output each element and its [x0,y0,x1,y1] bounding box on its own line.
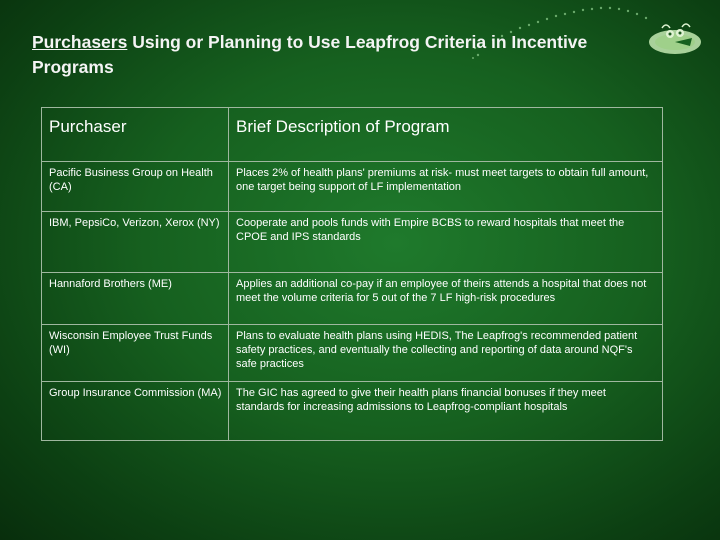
title-underlined-word: Purchasers [32,32,128,52]
title-rest: Using or Planning to Use Leapfrog Criteria in Incentive Programs [32,32,588,77]
table-header-row [42,108,663,162]
leapfrog-lilypad-icon [640,18,710,58]
description-cell: Plans to evaluate health plans using HEDIS, The Leapfrog's recommended patient safety practices, and eventually the collecting and reporting of data around NQF's safe practices [229,325,663,382]
table-row [42,325,663,382]
description-cell: Applies an additional co-pay if an employee of theirs attends a hospital that does not meet the volume criteria for 5 out of the 7 LF high-risk procedures [229,273,663,325]
slide-title [32,30,632,80]
purchaser-cell: Hannaford Brothers (ME) [42,273,229,325]
description-cell: Cooperate and pools funds with Empire BCBS to reward hospitals that meet the CPOE and IPS standards [229,212,663,273]
table-row [42,382,663,441]
purchaser-cell: IBM, PepsiCo, Verizon, Xerox (NY) [42,212,229,273]
description-cell: The GIC has agreed to give their health plans financial bonuses if they meet standards for increasing admissions to Leapfrog-compliant hospitals [229,382,663,441]
table-row [42,212,663,273]
description-cell: Places 2% of health plans' premiums at risk- must meet targets to obtain full amount, one target being support of LF implementation [229,162,663,212]
table-row [42,162,663,212]
purchaser-cell: Group Insurance Commission (MA) [42,382,229,441]
header-purchaser: Purchaser [42,108,229,162]
purchaser-cell: Pacific Business Group on Health (CA) [42,162,229,212]
purchaser-program-table [41,107,663,441]
purchaser-cell: Wisconsin Employee Trust Funds (WI) [42,325,229,382]
header-description: Brief Description of Program [229,108,663,162]
table-row [42,273,663,325]
